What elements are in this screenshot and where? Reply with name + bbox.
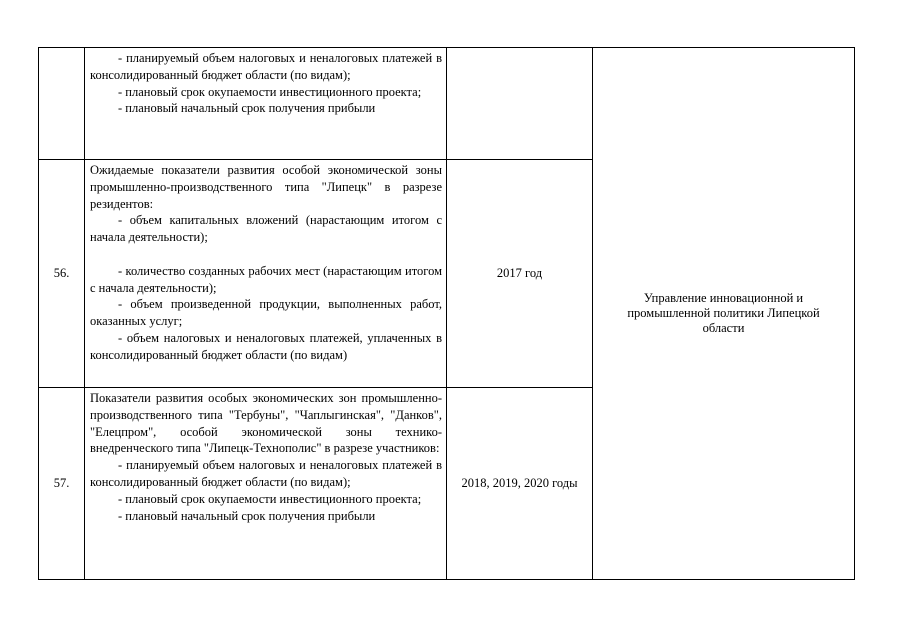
indicator-paragraph: - объем налоговых и неналоговых платежей, уплаченных в консолидированный бюджет области (по видам) <box>90 330 442 362</box>
period-cell: 2018, 2019, 2020 годы <box>447 388 593 580</box>
indicator-paragraph: - количество созданных рабочих мест (нарастающим итогом с начала деятельности); <box>90 263 442 295</box>
row-number <box>39 48 85 160</box>
blank-paragraph <box>90 246 442 263</box>
indicator-cell <box>85 48 447 160</box>
indicator-paragraph: - плановый срок окупаемости инвестиционного проекта; <box>118 84 422 99</box>
responsible-cell: Управление инновационной и промышленной политики Липецкой области <box>593 48 855 580</box>
indicator-paragraph: - плановый начальный срок получения прибыли <box>118 101 376 116</box>
indicator-paragraph: - планируемый объем налоговых и неналоговых платежей в консолидированный бюджет области (по видам); <box>90 458 442 489</box>
indicator-paragraph: - плановый срок окупаемости инвестиционного проекта; <box>118 491 422 506</box>
indicators-table <box>38 47 855 580</box>
indicator-paragraph: Ожидаемые показатели развития особой экономической зоны промышленно-производственного типа "Липецк" в разрезе резидентов: <box>90 163 442 211</box>
row-number: 56. <box>39 160 85 388</box>
indicator-paragraph: - объем произведенной продукции, выполненных работ, оказанных услуг; <box>90 297 442 329</box>
table-row <box>39 48 855 160</box>
period-cell <box>447 48 593 160</box>
indicator-paragraph: - планируемый объем налоговых и неналоговых платежей в консолидированный бюджет области (по видам); <box>90 51 442 82</box>
indicator-cell <box>85 160 447 388</box>
row-number: 57. <box>39 388 85 580</box>
period-cell: 2017 год <box>447 160 593 388</box>
indicator-cell <box>85 388 447 580</box>
indicator-paragraph: - плановый начальный срок получения прибыли <box>118 508 376 523</box>
indicator-paragraph: - объем капитальных вложений (нарастающим итогом с начала деятельности); <box>90 213 442 245</box>
indicator-paragraph: Показатели развития особых экономических зон промышленно-производственного типа "Тербуны", "Чаплыгинская", "Данков", "Елецпром", особой экономической зоны технико-внедренческого типа "Липецк-Технополис" в разрезе участников: <box>90 391 442 456</box>
